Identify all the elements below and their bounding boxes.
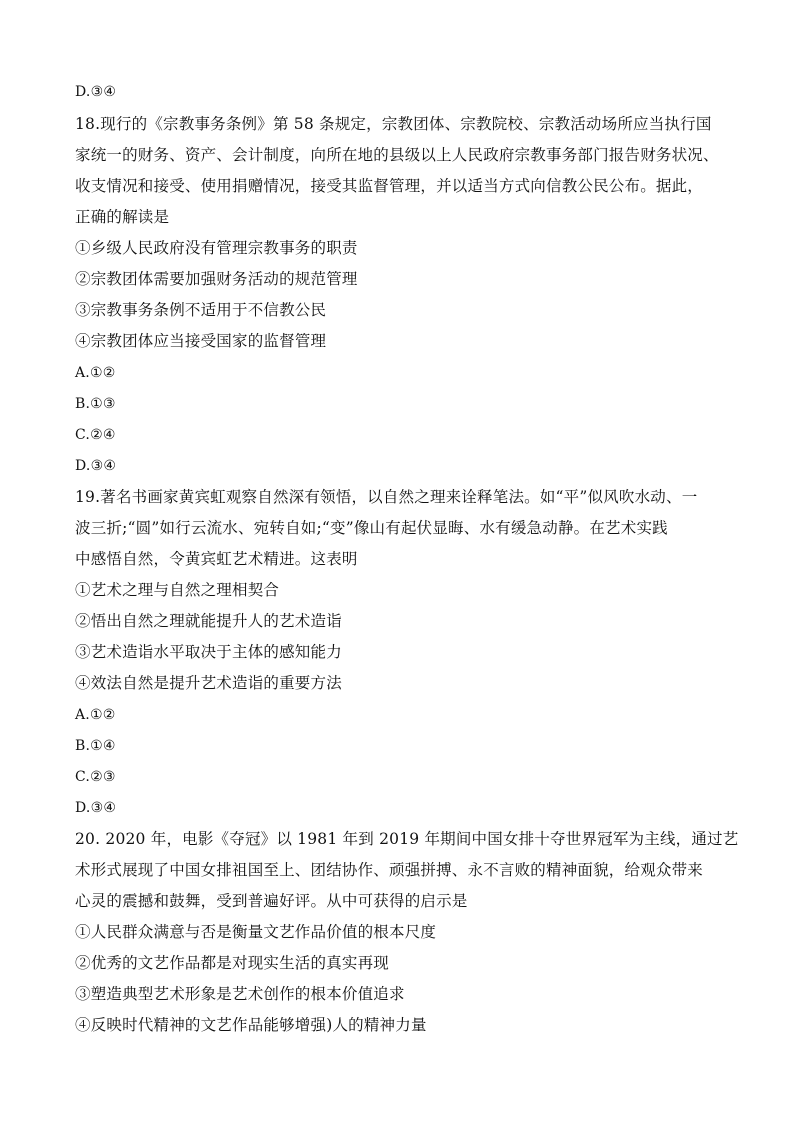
q18-statement-4: ④宗教团体应当接受国家的监督管理	[75, 332, 327, 350]
q20-statement-3: ③塑造典型艺术形象是艺术创作的根本价值追求	[75, 985, 405, 1003]
q19-stem-line-1: 19.著名书画家黄宾虹观察自然深有领悟，以自然之理来诠释笔法。如“平”似风吹水动、一	[75, 488, 698, 506]
q19-option-b: B.①④	[75, 738, 116, 754]
q19-option-c: C.②③	[75, 769, 116, 785]
q19-stem-line-3: 中感悟自然，令黄宾虹艺术精进。这表明	[75, 550, 358, 568]
q19-statement-3: ③艺术造诣水平取决于主体的感知能力	[75, 643, 342, 661]
q20-statement-2: ②优秀的文艺作品都是对现实生活的真实再现	[75, 954, 390, 972]
q19-option-d: D.③④	[75, 800, 117, 816]
q20-stem-line-3: 心灵的震撼和鼓舞，受到普遍好评。从中可获得的启示是	[75, 892, 468, 910]
q18-statement-2: ②宗教团体需要加强财务活动的规范管理	[75, 270, 358, 288]
q19-statement-1: ①艺术之理与自然之理相契合	[75, 581, 280, 599]
q18-option-d: D.③④	[75, 458, 117, 474]
q19-option-a: A.①②	[75, 707, 116, 723]
q18-stem-line-4: 正确的解读是	[75, 208, 170, 226]
q18-option-c: C.②④	[75, 427, 116, 443]
q19-stem-line-2: 波三折;“圆”如行云流水、宛转自如;“变”像山有起伏显晦、水有缓急动静。在艺术实践	[75, 519, 668, 537]
q20-statement-1: ①人民群众满意与否是衡量文艺作品价值的根本尺度	[75, 923, 437, 941]
q19-statement-4: ④效法自然是提升艺术造诣的重要方法	[75, 674, 342, 692]
q18-statement-3: ③宗教事务条例不适用于不信教公民	[75, 301, 327, 319]
q20-stem-line-1: 20. 2020 年，电影《夺冠》以 1981 年到 2019 年期间中国女排十夺世界冠军为主线，通过艺	[75, 830, 739, 848]
q20-stem-line-2: 术形式展现了中国女排祖国至上、团结协作、顽强拼搏、永不言败的精神面貌，给观众带来	[75, 861, 704, 879]
q18-statement-1: ①乡级人民政府没有管理宗教事务的职责	[75, 239, 358, 257]
q19-statement-2: ②悟出自然之理就能提升人的艺术造诣	[75, 612, 342, 630]
q18-stem-line-1: 18.现行的《宗教事务条例》第 58 条规定，宗教团体、宗教院校、宗教活动场所应当执行国	[75, 115, 712, 133]
q18-option-a: A.①②	[75, 365, 116, 381]
q18-stem-line-3: 收支情况和接受、使用捐赠情况，接受其监督管理，并以适当方式向信教公民公布。据此，	[75, 177, 704, 195]
q20-statement-4: ④反映时代精神的文艺作品能够增强)人的精神力量	[75, 1016, 427, 1034]
q18-stem-line-2: 家统一的财务、资产、会计制度，向所在地的县级以上人民政府宗教事务部门报告财务状况、	[75, 146, 719, 164]
q17-option-d: D.③④	[75, 84, 117, 100]
q18-option-b: B.①③	[75, 396, 116, 412]
